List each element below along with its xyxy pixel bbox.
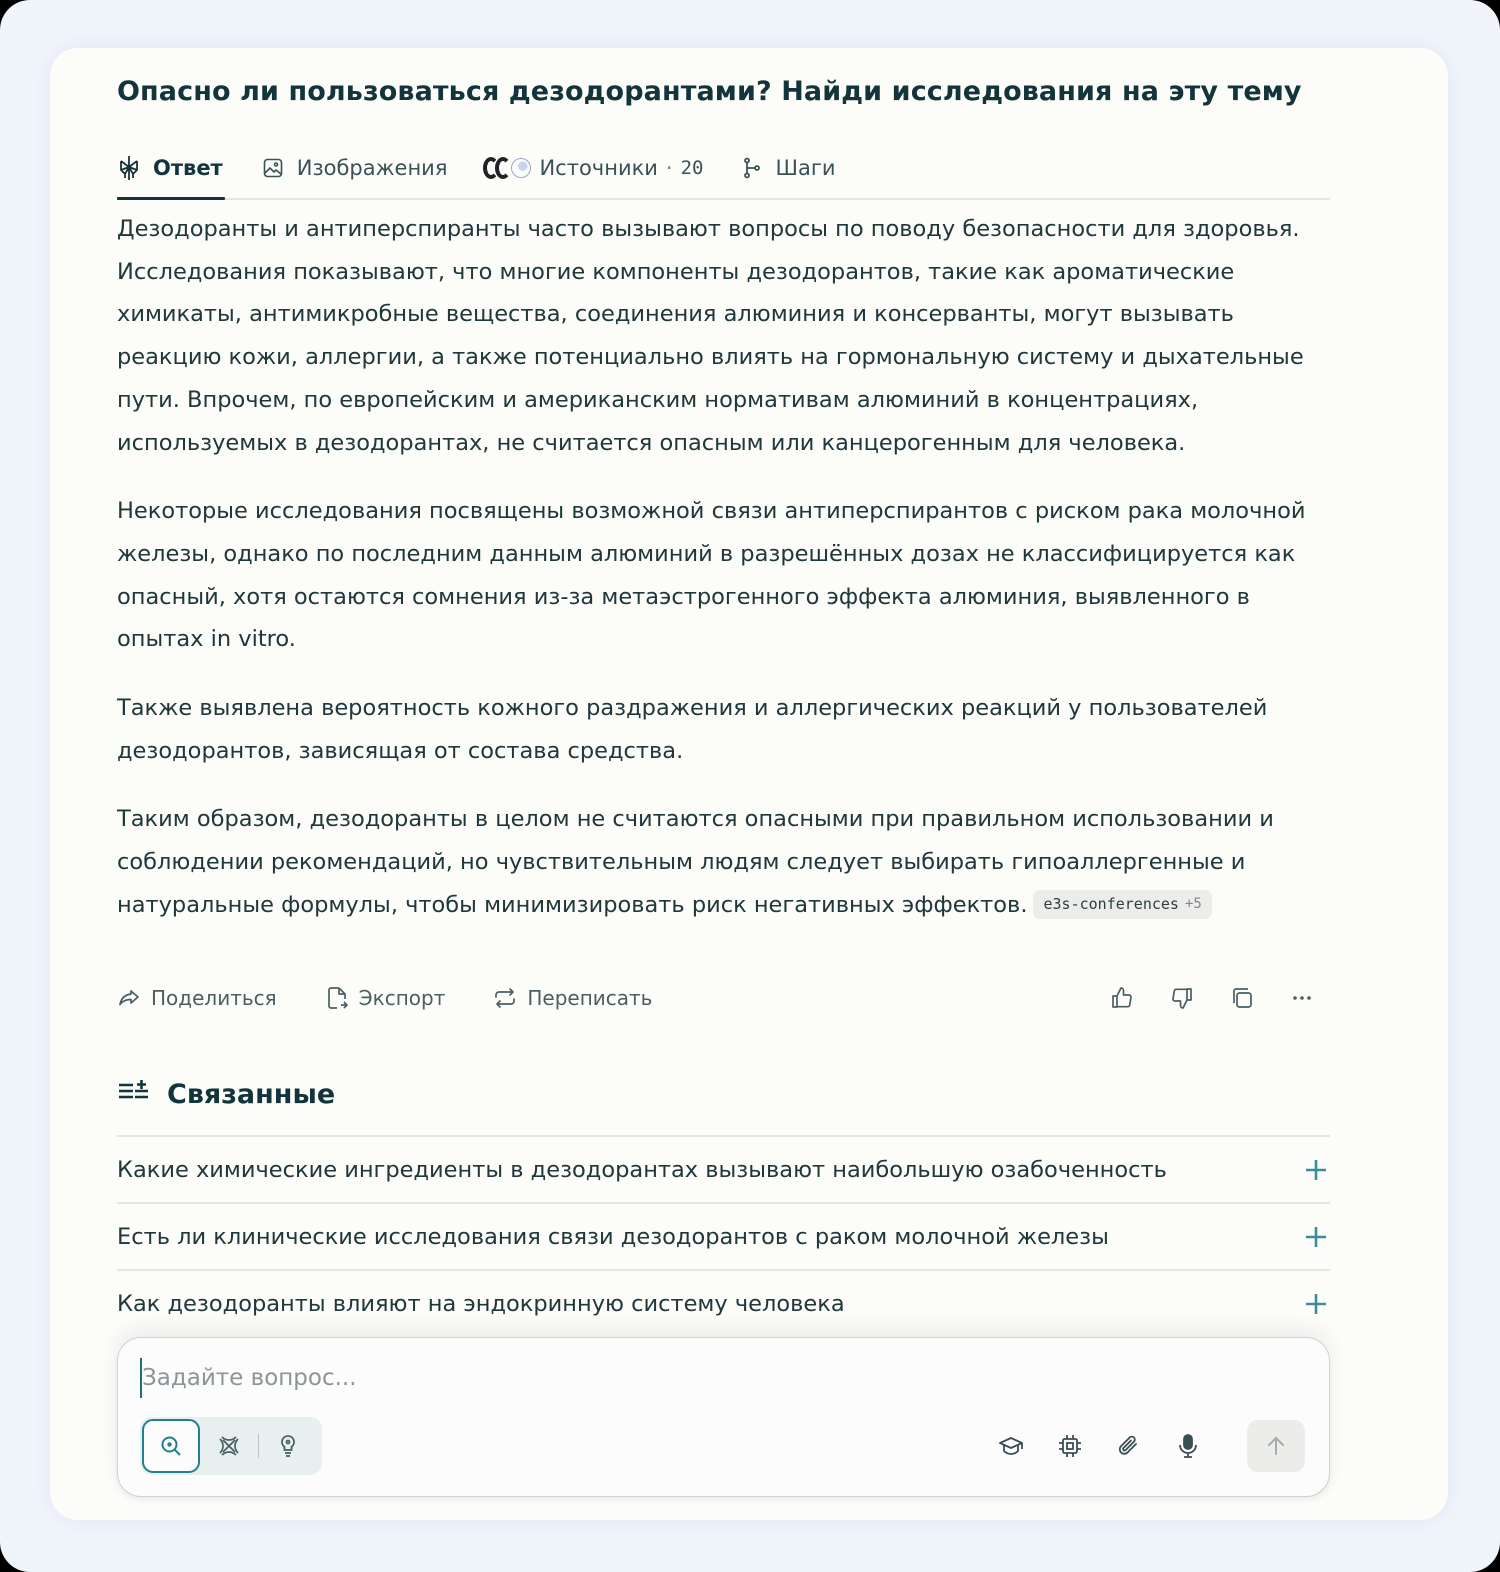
citation-source: e3s-conferences [1043, 894, 1179, 913]
citation-more: +5 [1184, 895, 1202, 912]
thread-title: Опасно ли пользоваться дезодорантами? Найди исследования на эту тему [117, 76, 1302, 107]
search-icon [159, 1434, 183, 1458]
tab-sources[interactable] [483, 132, 703, 198]
related-item[interactable] [117, 1202, 1330, 1269]
research-icon [217, 1434, 241, 1458]
ask-composer [117, 1337, 1330, 1497]
share-button[interactable] [117, 986, 277, 1010]
related-list [117, 1135, 1330, 1336]
share-icon [117, 986, 141, 1010]
count-separator: · [665, 156, 673, 180]
export-button[interactable] [325, 986, 446, 1010]
copy-icon[interactable] [1228, 984, 1256, 1012]
tab-steps[interactable] [740, 132, 836, 198]
feedback-tools [1108, 984, 1330, 1012]
ask-input[interactable] [140, 1358, 1240, 1398]
answer-paragraph: Некоторые исследования посвящены возможной связи антиперспирантов с риском рака молочной железы, однако по последним данным алюминий в разрешённых дозах не классифицируется как опасный, хотя остаются сомнения из-за метаэстрогенного эффекта алюминия, выявленного в опытах in vitro. [117, 498, 1306, 653]
answer-paragraph-text: Таким образом, дезодоранты в целом не считаются опасными при правильном использовании и соблюдении рекомендаций, но чувствительным людям следует выбирать гипоаллергенные и натуральные формулы, чтобы минимизировать риск негативных эффектов. [117, 806, 1274, 918]
related-heading [117, 1078, 335, 1111]
share-label: Поделиться [151, 986, 277, 1010]
steps-icon [740, 156, 764, 180]
related-item-text: Как дезодоранты влияют на эндокринную систему человека [117, 1290, 845, 1317]
lightbulb-icon [276, 1434, 300, 1458]
answer-paragraph: Также выявлена вероятность кожного раздражения и аллергических реакций у пользователей дезодорантов, зависящая от состава средства. [117, 695, 1268, 764]
related-item[interactable] [117, 1135, 1330, 1202]
source-logos-icon [483, 157, 527, 179]
related-item[interactable] [117, 1269, 1330, 1336]
plus-icon [1304, 1158, 1328, 1182]
image-icon [261, 156, 285, 180]
rewrite-icon [493, 986, 517, 1010]
model-chip-icon[interactable] [1056, 1432, 1084, 1460]
answer-paragraph-last [117, 798, 1337, 926]
tab-steps-label: Шаги [775, 156, 836, 180]
tab-answer[interactable] [117, 132, 225, 198]
related-item-text: Какие химические ингредиенты в дезодорантах вызывают наибольшую озабоченность [117, 1156, 1167, 1183]
answer-actions [117, 976, 1330, 1020]
arrow-up-icon [1265, 1435, 1287, 1457]
mode-search-button[interactable] [142, 1419, 200, 1473]
answer-paragraph: Дезодоранты и антиперспиранты часто вызывают вопросы по поводу безопасности для здоровья. Исследования показывают, что многие компоненты дезодорантов, такие как ароматические химикаты, антимикробные вещества, соединения алюминия и консерванты, могут вызывать реакцию кожи, аллергии, а также потенциально влиять на гормональную систему и дыхательные пути. Впрочем, по европейским и американским нормативам алюминий в концентрациях, используемых в дезодорантах, не считается опасным или канцерогенным для человека. [117, 216, 1304, 456]
attach-icon[interactable] [1115, 1432, 1143, 1460]
thread-card [50, 48, 1448, 1520]
thumbs-down-icon[interactable] [1168, 984, 1196, 1012]
citation-badge[interactable] [1033, 890, 1211, 919]
rewrite-label: Переписать [527, 986, 653, 1010]
plus-icon [1304, 1292, 1328, 1316]
more-options-icon[interactable] [1288, 984, 1316, 1012]
related-list-icon [117, 1078, 149, 1111]
answer-body [117, 208, 1337, 953]
academic-icon[interactable] [997, 1432, 1025, 1460]
answer-icon [117, 156, 141, 180]
mode-selector [140, 1417, 322, 1475]
tab-answer-label: Ответ [153, 156, 223, 180]
sources-count: 20 [680, 157, 704, 179]
tab-bar [117, 132, 1330, 200]
microphone-icon[interactable] [1174, 1432, 1202, 1460]
related-item-text: Есть ли клинические исследования связи дезодорантов с раком молочной железы [117, 1223, 1109, 1250]
submit-button[interactable] [1247, 1420, 1305, 1472]
plus-icon [1304, 1225, 1328, 1249]
related-title: Связанные [167, 1079, 336, 1110]
rewrite-button[interactable] [493, 986, 652, 1010]
export-label: Экспорт [358, 986, 446, 1010]
tab-sources-label: Источники [539, 156, 658, 180]
mode-labs-button[interactable] [259, 1419, 317, 1473]
mode-research-button[interactable] [200, 1419, 258, 1473]
tab-images[interactable] [261, 132, 448, 198]
composer-tools [997, 1420, 1305, 1472]
export-icon [325, 986, 349, 1010]
thumbs-up-icon[interactable] [1108, 984, 1136, 1012]
tab-images-label: Изображения [296, 156, 448, 180]
